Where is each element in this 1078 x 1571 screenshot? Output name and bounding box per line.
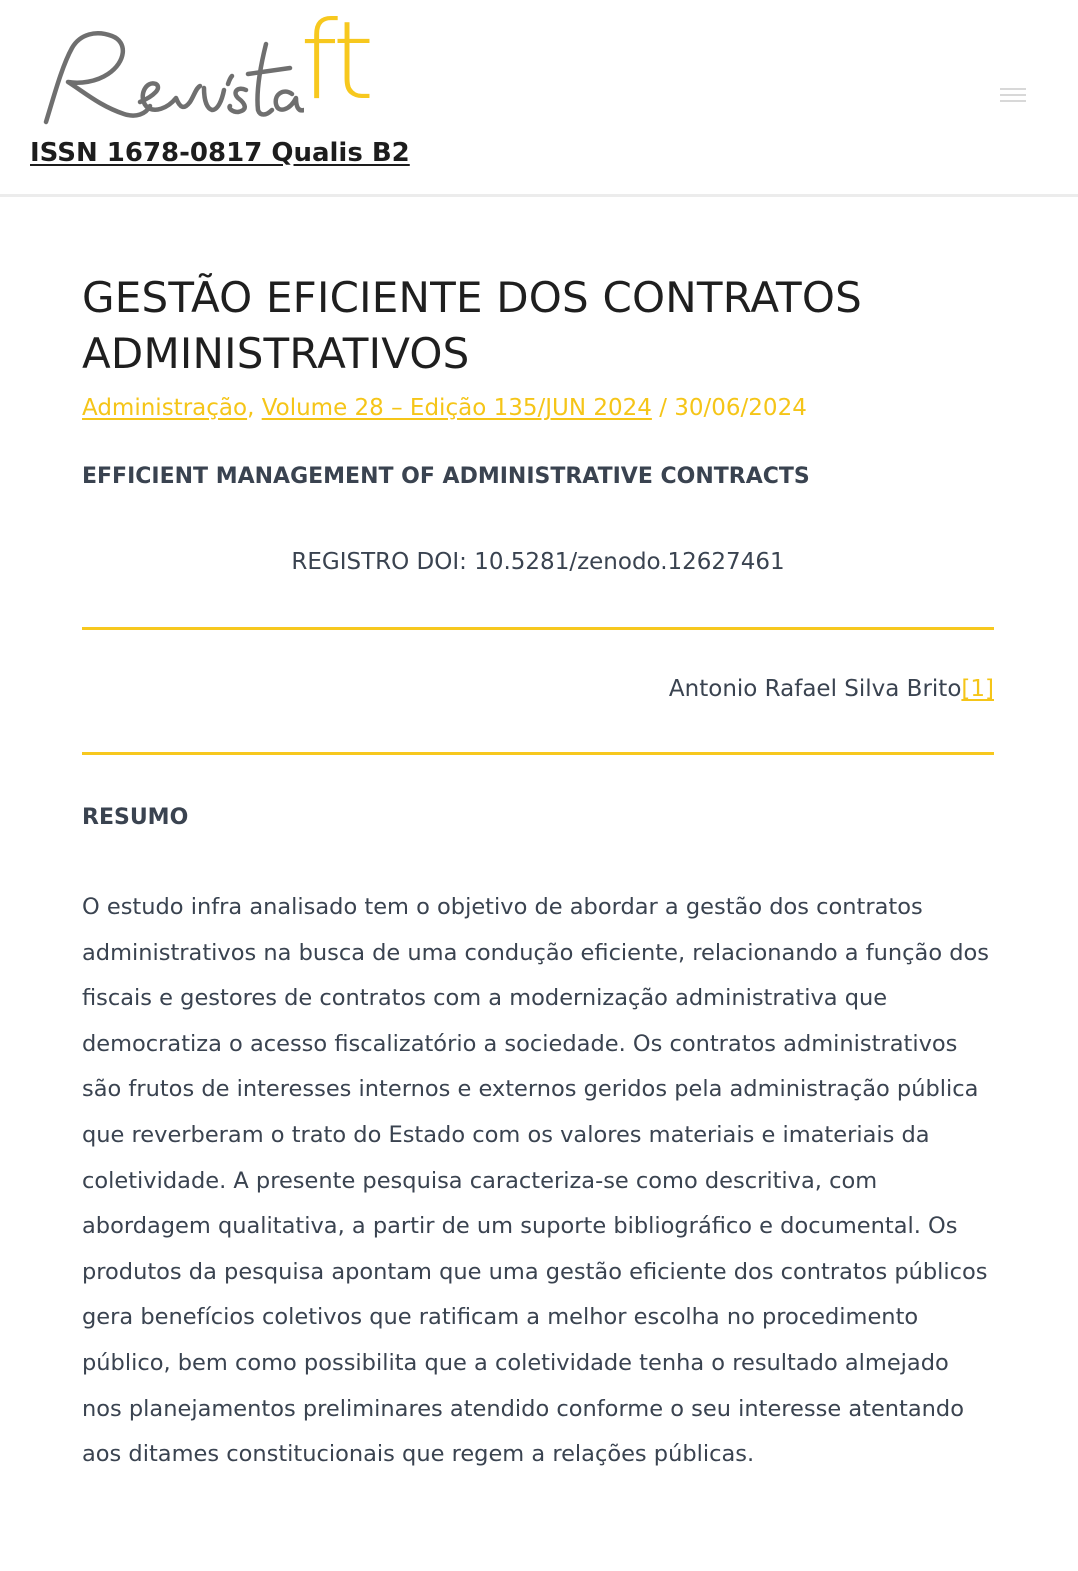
article-meta <box>82 392 994 424</box>
abstract-paragraph: O estudo infra analisado tem o objetivo de abordar a gestão dos contratos administrativos na busca de uma condução eficiente, relacionando a função dos fiscais e gestores de contratos com a modernização administrativa que democratiza o acesso fiscalizatório a sociedade. Os contratos administrativos são frutos de interesses internos e externos geridos pela administração pública que reverberam o trato do Estado com os valores materiais e imateriais da coletividade. A presente pesquisa caracteriza-se como descritiva, com abordagem qualitativa, a partir de um suporte bibliográfico e documental. Os produtos da pesquisa apontam que uma gestão eficiente dos contratos públicos gera benefícios coletivos que ratificam a melhor escolha no procedimento público, bem como possibilita que a coletividade tenha o resultado almejado nos planejamentos preliminares atendido conforme o seu interesse atentando aos ditames constitucionais que regem a relações públicas. <box>82 894 990 1468</box>
author-footnote-link[interactable]: [1] <box>961 676 994 702</box>
meta-separator: / <box>651 395 675 421</box>
hamburger-bar <box>1000 88 1026 90</box>
english-title: EFFICIENT MANAGEMENT OF ADMINISTRATIVE CONTRACTS <box>82 464 810 489</box>
issn-link[interactable]: ISSN 1678-0817 Qualis B2 <box>30 138 410 168</box>
divider <box>82 627 994 630</box>
resumo-heading: RESUMO <box>82 805 189 830</box>
hamburger-bar <box>1000 94 1026 96</box>
hamburger-icon[interactable] <box>996 84 1030 112</box>
author-name: Antonio Rafael Silva Brito <box>668 676 962 702</box>
article-content <box>82 270 994 1500</box>
site-header <box>0 0 1078 197</box>
logo-script-revista <box>34 26 304 138</box>
edition-link[interactable]: Volume 28 – Edição 135/JUN 2024 <box>261 395 652 421</box>
author-line <box>82 674 994 704</box>
site-logo[interactable] <box>30 0 390 142</box>
divider <box>82 752 994 755</box>
meta-separator: , <box>247 395 262 421</box>
publish-date: 30/06/2024 <box>674 395 807 421</box>
category-link[interactable]: Administração <box>82 395 248 421</box>
hamburger-bar <box>1000 100 1026 102</box>
article-title: GESTÃO EFICIENTE DOS CONTRATOS ADMINISTRATIVOS <box>82 273 863 378</box>
doi-registration: REGISTRO DOI: 10.5281/zenodo.12627461 <box>291 549 785 575</box>
logo-mark-ft: ft <box>300 0 371 124</box>
